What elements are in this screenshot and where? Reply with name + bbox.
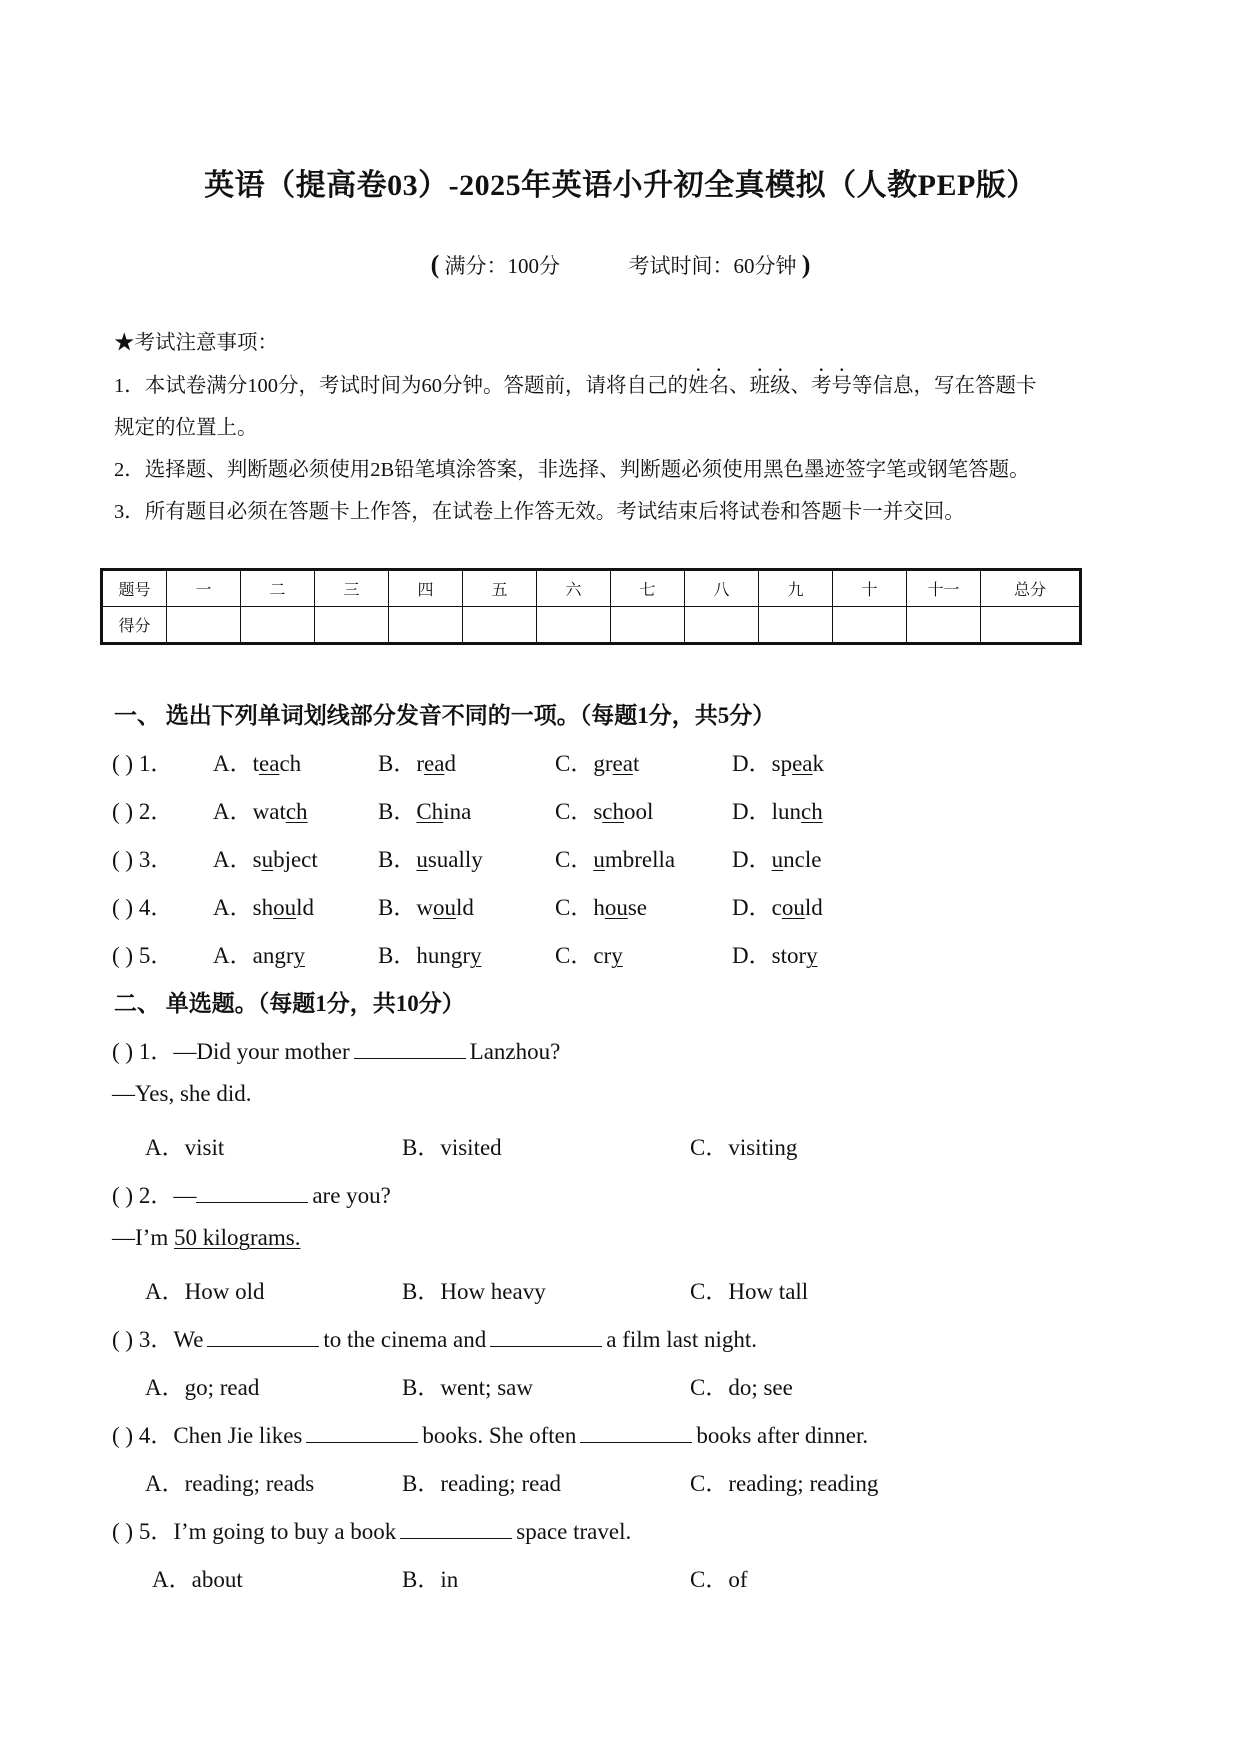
option-b: B．How heavy xyxy=(402,1279,546,1304)
option-b: B．reading; read xyxy=(402,1471,562,1496)
option-b: B．in xyxy=(402,1567,459,1592)
answer-blank xyxy=(580,1421,692,1443)
option-a: A．visit xyxy=(145,1135,225,1160)
option-c: C．do; see xyxy=(690,1375,793,1400)
exam-info xyxy=(0,250,1241,280)
header-cell: 三 xyxy=(315,570,389,607)
section-1-heading: 一、 选出下列单词划线部分发音不同的一项。（每题1分，共5分） xyxy=(114,703,776,728)
page-title: 英语（提高卷03）-2025年英语小升初全真模拟（人教PEP版） xyxy=(204,169,1037,202)
option-c: C．How tall xyxy=(690,1279,809,1304)
question-1-stem: ( ) 1．—Did your mother Lanzhou? xyxy=(112,1039,561,1064)
question-2-stem: ( ) 2．— are you? xyxy=(112,1183,391,1208)
question-number: ( ) 3． xyxy=(112,847,174,872)
score-cell xyxy=(759,607,833,644)
option-b: B．hungry xyxy=(378,943,482,968)
score-cell xyxy=(537,607,611,644)
option-c: C．of xyxy=(690,1567,748,1592)
question-4-stem: ( ) 4．Chen Jie likes books. She often books after dinner. xyxy=(112,1423,869,1448)
exam-time: 考试时间：60分钟 xyxy=(628,254,797,278)
full-score: 满分：100分 xyxy=(444,254,560,278)
question-2-dialogue: —I’m 50 kilograms. xyxy=(112,1225,301,1250)
emphasis-char: 级 xyxy=(770,375,791,397)
note-1-text-end: 等信息，写在答题卡 xyxy=(852,375,1037,397)
close-paren: ) xyxy=(801,250,811,279)
answer-blank xyxy=(490,1325,602,1347)
option-a: A．go; read xyxy=(145,1375,260,1400)
score-cell xyxy=(389,607,463,644)
header-cell: 六 xyxy=(537,570,611,607)
answer-blank xyxy=(354,1037,466,1059)
row-label-cell: 得分 xyxy=(102,607,167,644)
option-b: B．visited xyxy=(402,1135,502,1160)
header-cell: 二 xyxy=(241,570,315,607)
option-c: C．visiting xyxy=(690,1135,798,1160)
note-1-line-2: 规定的位置上。 xyxy=(114,417,258,439)
score-cell xyxy=(241,607,315,644)
score-cell xyxy=(167,607,241,644)
header-cell: 七 xyxy=(611,570,685,607)
score-table-header-row xyxy=(102,570,1081,607)
option-a: A．angry xyxy=(213,943,305,968)
option-a: A．subject xyxy=(213,847,318,872)
emphasis-char: 名 xyxy=(708,375,729,397)
note-2: 2．选择题、判断题必须使用2B铅笔填涂答案，非选择、判断题必须使用黑色墨迹签字笔或钢笔答题。 xyxy=(114,459,1030,481)
score-cell xyxy=(907,607,981,644)
score-cell xyxy=(463,607,537,644)
option-a: A．reading; reads xyxy=(145,1471,315,1496)
emphasis-char: 号 xyxy=(831,375,852,397)
emphasis-char: 考 xyxy=(811,375,832,397)
note-3: 3．所有题目必须在答题卡上作答，在试卷上作答无效。考试结束后将试卷和答题卡一并交回。 xyxy=(114,501,965,523)
header-cell: 十一 xyxy=(907,570,981,607)
option-c: C．house xyxy=(555,895,648,920)
note-1-sep: 、 xyxy=(729,375,750,397)
question-number: ( ) 5． xyxy=(112,943,174,968)
question-1-dialogue: —Yes, she did. xyxy=(112,1081,252,1106)
option-d: D．story xyxy=(732,943,818,968)
option-a: A．should xyxy=(213,895,314,920)
header-cell: 九 xyxy=(759,570,833,607)
score-cell xyxy=(315,607,389,644)
option-b: B．would xyxy=(378,895,474,920)
option-d: D．uncle xyxy=(732,847,822,872)
header-cell: 五 xyxy=(463,570,537,607)
emphasis-char: 班 xyxy=(749,375,770,397)
option-c: C．school xyxy=(555,799,654,824)
option-c: C．great xyxy=(555,751,640,776)
option-b: B．usually xyxy=(378,847,483,872)
header-cell: 八 xyxy=(685,570,759,607)
header-cell: 总分 xyxy=(981,570,1081,607)
score-cell xyxy=(981,607,1081,644)
option-c: C．umbrella xyxy=(555,847,676,872)
option-c: C．cry xyxy=(555,943,623,968)
question-number: ( ) 1． xyxy=(112,751,174,776)
question-number: ( ) 4． xyxy=(112,895,174,920)
score-cell xyxy=(611,607,685,644)
score-table xyxy=(100,568,1082,645)
option-c: C．reading; reading xyxy=(690,1471,879,1496)
emphasis-char: 姓 xyxy=(688,375,709,397)
header-cell: 题号 xyxy=(102,570,167,607)
notes-heading: ★考试注意事项： xyxy=(114,332,278,354)
option-d: D．could xyxy=(732,895,823,920)
section-2-heading: 二、 单选题。（每题1分，共10分） xyxy=(114,991,465,1016)
score-cell xyxy=(685,607,759,644)
header-cell: 十 xyxy=(833,570,907,607)
header-cell: 四 xyxy=(389,570,463,607)
option-b: B．went; saw xyxy=(402,1375,533,1400)
option-a: A．teach xyxy=(213,751,302,776)
score-cell xyxy=(833,607,907,644)
answer-blank xyxy=(207,1325,319,1347)
answer-blank xyxy=(400,1517,512,1539)
option-a: A．about xyxy=(152,1567,243,1592)
note-1-text: 1．本试卷满分100分，考试时间为60分钟。答题前，请将自己的 xyxy=(114,375,688,397)
question-3-stem: ( ) 3．We to the cinema and a film last night. xyxy=(112,1327,758,1352)
option-d: D．lunch xyxy=(732,799,823,824)
option-a: A．How old xyxy=(145,1279,265,1304)
note-1-sep: 、 xyxy=(790,375,811,397)
option-b: B．read xyxy=(378,751,456,776)
open-paren: ( xyxy=(430,250,440,279)
note-1 xyxy=(114,368,1037,398)
option-d: D．speak xyxy=(732,751,824,776)
question-number: ( ) 2． xyxy=(112,799,174,824)
answer-blank xyxy=(196,1181,308,1203)
answer-blank xyxy=(306,1421,418,1443)
header-cell: 一 xyxy=(167,570,241,607)
score-table-score-row xyxy=(102,607,1081,644)
question-5-stem: ( ) 5．I’m going to buy a book space travel. xyxy=(112,1519,632,1544)
option-b: B．China xyxy=(378,799,472,824)
option-a: A．watch xyxy=(213,799,308,824)
